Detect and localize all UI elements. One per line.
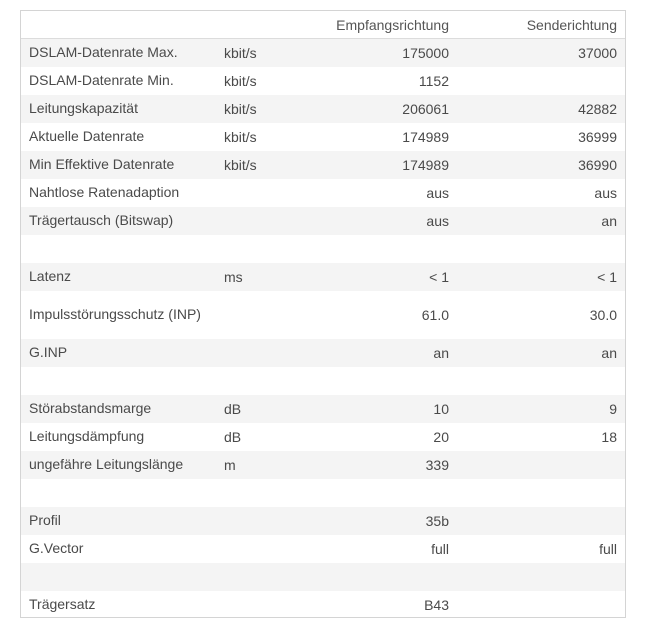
row-downstream-value: 10 bbox=[284, 395, 457, 423]
row-label: Trägersatz bbox=[21, 591, 216, 619]
row-label: Nahtlose Ratenadaption bbox=[21, 179, 216, 207]
table-row bbox=[21, 67, 625, 95]
row-unit bbox=[216, 479, 284, 507]
row-unit: dB bbox=[216, 423, 284, 451]
row-upstream-value bbox=[457, 235, 625, 263]
row-downstream-value: 206061 bbox=[284, 95, 457, 123]
row-upstream-value bbox=[457, 451, 625, 479]
table-row bbox=[21, 95, 625, 123]
row-label: DSLAM-Datenrate Min. bbox=[21, 67, 216, 95]
row-upstream-value: 9 bbox=[457, 395, 625, 423]
table-row bbox=[21, 263, 625, 291]
row-downstream-value: aus bbox=[284, 179, 457, 207]
row-label: G.Vector bbox=[21, 535, 216, 563]
row-label: Störabstandsmarge bbox=[21, 395, 216, 423]
row-downstream-value bbox=[284, 479, 457, 507]
row-downstream-value: 35b bbox=[284, 507, 457, 535]
table-row bbox=[21, 507, 625, 535]
row-unit bbox=[216, 291, 284, 339]
row-unit: kbit/s bbox=[216, 67, 284, 95]
row-label: Impulsstörungsschutz (INP) bbox=[21, 291, 216, 339]
row-upstream-value: 18 bbox=[457, 423, 625, 451]
row-downstream-value: 339 bbox=[284, 451, 457, 479]
row-unit: ms bbox=[216, 263, 284, 291]
column-header-upstream: Senderichtung bbox=[457, 11, 625, 39]
row-unit bbox=[216, 535, 284, 563]
row-upstream-value bbox=[457, 367, 625, 395]
row-unit bbox=[216, 235, 284, 263]
row-upstream-value: 36990 bbox=[457, 151, 625, 179]
table-spacer-row bbox=[21, 479, 625, 507]
row-label: ungefähre Leitungslänge bbox=[21, 451, 216, 479]
table-row bbox=[21, 423, 625, 451]
row-upstream-value bbox=[457, 507, 625, 535]
row-downstream-value: 61.0 bbox=[284, 291, 457, 339]
row-label bbox=[21, 563, 216, 591]
row-unit: kbit/s bbox=[216, 39, 284, 67]
row-label: Leitungskapazität bbox=[21, 95, 216, 123]
row-label bbox=[21, 235, 216, 263]
row-upstream-value bbox=[457, 563, 625, 591]
dsl-info-panel bbox=[20, 10, 626, 618]
table-row bbox=[21, 207, 625, 235]
row-upstream-value: 30.0 bbox=[457, 291, 625, 339]
row-upstream-value bbox=[457, 67, 625, 95]
row-label bbox=[21, 479, 216, 507]
row-label: Min Effektive Datenrate bbox=[21, 151, 216, 179]
column-header-downstream: Empfangsrichtung bbox=[284, 11, 457, 39]
row-downstream-value: B43 bbox=[284, 591, 457, 619]
table-row bbox=[21, 339, 625, 367]
row-unit: kbit/s bbox=[216, 123, 284, 151]
row-upstream-value: an bbox=[457, 339, 625, 367]
row-downstream-value bbox=[284, 563, 457, 591]
row-unit bbox=[216, 179, 284, 207]
table-row bbox=[21, 123, 625, 151]
column-header-unit bbox=[216, 11, 284, 39]
row-upstream-value: < 1 bbox=[457, 263, 625, 291]
table-spacer-row bbox=[21, 235, 625, 263]
row-label: Latenz bbox=[21, 263, 216, 291]
row-downstream-value: full bbox=[284, 535, 457, 563]
row-upstream-value bbox=[457, 591, 625, 619]
table-row bbox=[21, 591, 625, 619]
table-row bbox=[21, 151, 625, 179]
row-downstream-value: 20 bbox=[284, 423, 457, 451]
row-unit bbox=[216, 207, 284, 235]
row-downstream-value: 1152 bbox=[284, 67, 457, 95]
row-downstream-value bbox=[284, 235, 457, 263]
row-unit: kbit/s bbox=[216, 151, 284, 179]
table-row bbox=[21, 291, 625, 339]
table-row bbox=[21, 179, 625, 207]
row-label: Leitungsdämpfung bbox=[21, 423, 216, 451]
row-label: Trägertausch (Bitswap) bbox=[21, 207, 216, 235]
table-row bbox=[21, 451, 625, 479]
row-label bbox=[21, 367, 216, 395]
row-upstream-value: 36999 bbox=[457, 123, 625, 151]
row-unit: dB bbox=[216, 395, 284, 423]
row-label: G.INP bbox=[21, 339, 216, 367]
row-unit bbox=[216, 339, 284, 367]
row-upstream-value: an bbox=[457, 207, 625, 235]
row-downstream-value: aus bbox=[284, 207, 457, 235]
row-unit bbox=[216, 563, 284, 591]
table-spacer-row bbox=[21, 367, 625, 395]
row-unit: kbit/s bbox=[216, 95, 284, 123]
row-label: Aktuelle Datenrate bbox=[21, 123, 216, 151]
row-upstream-value: 37000 bbox=[457, 39, 625, 67]
row-upstream-value: 42882 bbox=[457, 95, 625, 123]
row-unit bbox=[216, 591, 284, 619]
table-row bbox=[21, 39, 625, 67]
row-label: DSLAM-Datenrate Max. bbox=[21, 39, 216, 67]
row-upstream-value: full bbox=[457, 535, 625, 563]
table-spacer-row bbox=[21, 563, 625, 591]
dsl-info-table bbox=[21, 11, 625, 618]
row-unit bbox=[216, 367, 284, 395]
row-downstream-value: 174989 bbox=[284, 123, 457, 151]
row-downstream-value: 175000 bbox=[284, 39, 457, 67]
row-downstream-value bbox=[284, 367, 457, 395]
row-unit: m bbox=[216, 451, 284, 479]
row-upstream-value bbox=[457, 479, 625, 507]
table-header-row bbox=[21, 11, 625, 39]
row-downstream-value: an bbox=[284, 339, 457, 367]
column-header-label bbox=[21, 11, 216, 39]
table-row bbox=[21, 395, 625, 423]
row-upstream-value: aus bbox=[457, 179, 625, 207]
row-downstream-value: 174989 bbox=[284, 151, 457, 179]
row-downstream-value: < 1 bbox=[284, 263, 457, 291]
row-label: Profil bbox=[21, 507, 216, 535]
table-row bbox=[21, 535, 625, 563]
row-unit bbox=[216, 507, 284, 535]
